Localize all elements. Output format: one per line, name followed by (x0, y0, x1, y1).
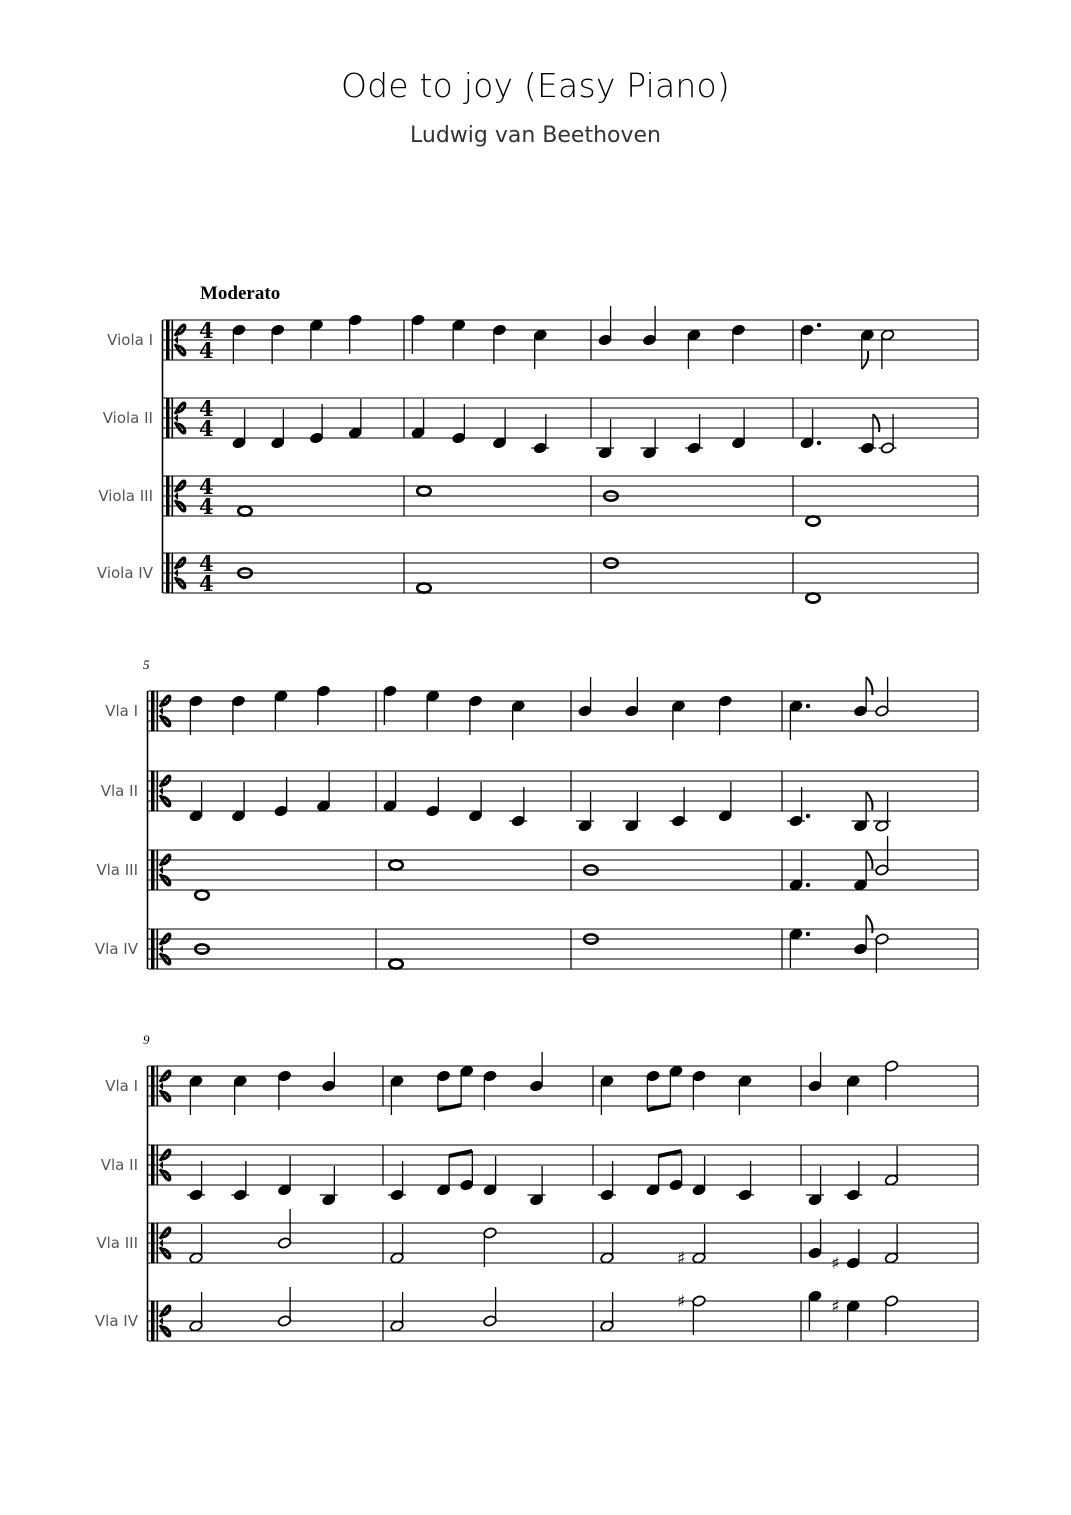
note (436, 1070, 450, 1110)
note (600, 1292, 614, 1332)
note (411, 314, 425, 354)
note (452, 319, 466, 359)
note (277, 1209, 291, 1249)
note (641, 419, 659, 459)
note (598, 1161, 616, 1201)
measure-number: 5 (143, 657, 150, 672)
note (623, 792, 641, 832)
note (417, 583, 431, 592)
note (189, 1075, 203, 1115)
time-signature: 4 (199, 571, 214, 596)
note (468, 782, 482, 822)
svg-text:♯: ♯ (677, 1292, 686, 1312)
note (483, 1287, 497, 1327)
note (685, 414, 703, 454)
note (692, 1156, 706, 1196)
instrument-label: Vla IV (94, 1312, 138, 1330)
note (860, 329, 874, 369)
note (670, 787, 688, 827)
note (800, 323, 821, 364)
note (738, 1075, 752, 1115)
note (531, 414, 549, 454)
time-signature: 4 (199, 494, 214, 519)
note (875, 933, 889, 973)
note (789, 851, 810, 891)
note (789, 700, 810, 740)
staff (105, 1052, 978, 1115)
time-signature: 4 (199, 416, 214, 441)
score-title: Ode to joy (Easy Piano) (340, 66, 730, 105)
instrument-label: Vla II (100, 782, 138, 800)
staff (101, 771, 978, 832)
tempo-marking: Moderato (200, 283, 281, 304)
note (411, 399, 425, 439)
note (383, 772, 397, 812)
time-signature: 4 (199, 551, 214, 576)
note (806, 1166, 824, 1206)
note (277, 1070, 291, 1110)
note (189, 1292, 203, 1332)
note (383, 685, 397, 725)
note (852, 792, 873, 832)
instrument-label: Vla IV (94, 940, 138, 958)
note (844, 1161, 862, 1201)
note (492, 324, 506, 364)
note (884, 1224, 898, 1264)
measure-number: 9 (143, 1032, 150, 1047)
note (642, 306, 656, 346)
svg-text:♯: ♯ (677, 1249, 686, 1269)
note (884, 1295, 898, 1335)
note (274, 690, 288, 730)
note (509, 787, 527, 827)
svg-text:♯: ♯ (831, 1297, 840, 1317)
note (831, 1229, 860, 1274)
note (736, 1161, 754, 1201)
note (576, 792, 594, 832)
svg-text:♯: ♯ (831, 1254, 840, 1274)
note (483, 1156, 497, 1196)
note (677, 1224, 706, 1269)
note (718, 695, 732, 735)
instrument-label: Viola II (102, 409, 153, 427)
note (316, 772, 330, 812)
note (808, 1290, 822, 1330)
note (731, 324, 745, 364)
note (853, 851, 872, 891)
note (692, 1070, 706, 1110)
note (271, 409, 285, 449)
note (189, 695, 203, 735)
note (238, 506, 252, 515)
instrument-label: Vla III (96, 861, 138, 879)
note (348, 399, 362, 439)
note (718, 782, 732, 822)
note (232, 324, 246, 364)
instrument-label: Viola III (98, 487, 153, 505)
note (195, 890, 209, 899)
note (232, 409, 246, 449)
staff (107, 306, 978, 369)
note (309, 319, 323, 359)
note (873, 792, 891, 832)
time-signature: 4 (199, 474, 214, 499)
system-1 (97, 283, 978, 603)
time-signature: 4 (199, 396, 214, 421)
note (390, 1292, 404, 1332)
note (875, 677, 889, 717)
note (389, 959, 403, 968)
note (483, 1070, 497, 1110)
note (231, 695, 245, 735)
staff (96, 1209, 978, 1274)
note (231, 782, 245, 822)
system-2 (95, 657, 978, 973)
note (187, 1161, 205, 1201)
note (789, 928, 810, 968)
note (529, 1052, 543, 1092)
note (320, 1166, 338, 1206)
note (646, 1070, 660, 1110)
note (808, 1052, 822, 1092)
staff (95, 1287, 978, 1341)
instrument-label: Vla I (105, 702, 138, 720)
note (600, 1224, 614, 1264)
note (277, 1156, 291, 1196)
note (533, 329, 547, 369)
note (846, 1075, 860, 1115)
note (511, 700, 525, 740)
note (417, 486, 431, 495)
note (879, 414, 897, 454)
note (858, 414, 879, 454)
note (426, 777, 440, 817)
note (884, 1146, 898, 1186)
note (528, 1166, 546, 1206)
note (671, 700, 685, 740)
note (436, 1156, 450, 1196)
note (452, 404, 466, 444)
note (646, 1156, 660, 1196)
note (271, 324, 285, 364)
staff (97, 551, 978, 603)
note (596, 419, 614, 459)
instrument-label: Viola IV (96, 564, 153, 582)
note (600, 1075, 614, 1115)
note (578, 677, 592, 717)
instrument-label: Vla I (105, 1077, 138, 1095)
instrument-label: Vla III (96, 1234, 138, 1252)
note (309, 404, 323, 444)
note (189, 1224, 203, 1264)
staff (101, 1145, 978, 1206)
note (277, 1287, 291, 1327)
note (274, 777, 288, 817)
note (388, 1161, 406, 1201)
note (492, 409, 506, 449)
note (189, 782, 203, 822)
note (677, 1292, 706, 1335)
note (316, 685, 330, 725)
note (389, 860, 403, 869)
staff (98, 474, 978, 526)
note (731, 409, 745, 449)
note (233, 1075, 247, 1115)
note (800, 409, 821, 449)
note (687, 329, 701, 369)
staff (96, 836, 978, 900)
instrument-label: Vla II (100, 1156, 138, 1174)
note (806, 593, 820, 602)
note (348, 314, 362, 354)
instrument-label: Viola I (107, 331, 153, 349)
time-signature: 4 (199, 318, 214, 343)
note (322, 1052, 336, 1092)
note (880, 329, 894, 369)
note (426, 690, 440, 730)
note (231, 1161, 249, 1201)
note (483, 1227, 497, 1267)
staff (105, 677, 978, 740)
staff (95, 915, 978, 973)
note (787, 787, 810, 827)
note (468, 695, 482, 735)
note (390, 1224, 404, 1264)
note (806, 516, 820, 525)
note (831, 1297, 860, 1340)
staff (103, 396, 978, 459)
note (390, 1075, 404, 1115)
system-3 (95, 1032, 978, 1341)
time-signature: 4 (199, 338, 214, 363)
composer-name: Ludwig van Beethoven (410, 123, 661, 148)
note (884, 1060, 898, 1100)
note (808, 1219, 822, 1259)
note (625, 677, 639, 717)
note (598, 306, 612, 346)
note (875, 836, 889, 876)
